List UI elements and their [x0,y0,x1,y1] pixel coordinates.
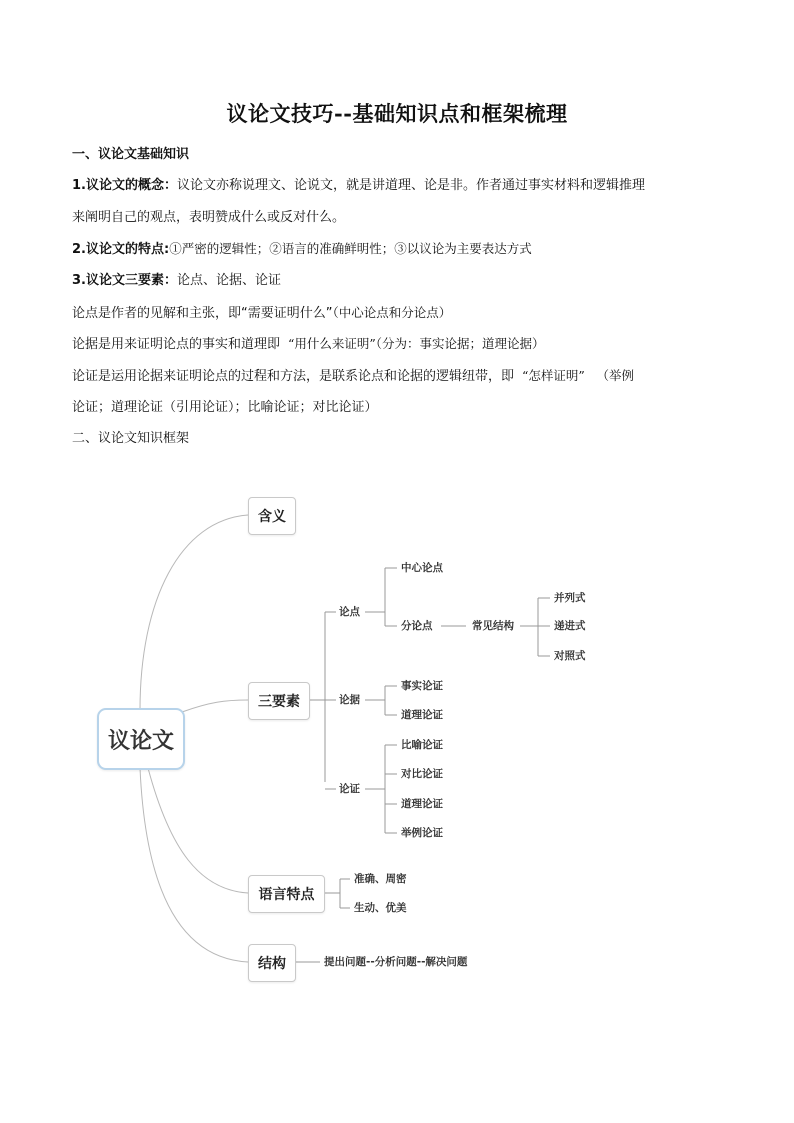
node-meaning: 含义 [248,497,296,535]
para-lunzheng-a: 论证是运用论据来证明论点的过程和方法，是联系论点和论据的逻辑纽带，即 [72,369,515,384]
para-lunzheng-c: （举例 [602,368,635,383]
item2-label: 2.议论文的特点: [72,242,170,257]
item1-text2: 来阐明自己的观点，表明赞成什么或反对什么。 [72,210,346,225]
item3-text: 论点、论据、论证 [176,273,281,288]
para-lunzheng-cont: 论证；道理论证（引用论证）；比喻论证；对比论证） [72,400,378,415]
para-lunju-b: “用什么来证明”（分为：事实论据；道理论据） [288,336,545,351]
node-structure-text: 提出问题--分析问题--解决问题 [324,956,468,968]
node-method-metaphor: 比喻论证 [401,739,443,751]
node-structure-contrast: 对照式 [554,650,586,662]
mindmap-root: 议论文 [97,708,185,770]
para-lunzheng-b: “怎样证明” [522,368,585,383]
para-lunju-a: 论据是用来证明论点的事实和道理即 [72,337,281,352]
node-language-vivid: 生动、优美 [354,902,407,914]
node-evidence-fact: 事实论证 [401,680,443,692]
edge-root-structure [140,768,248,962]
edge-root-three-elements [182,700,248,712]
item1-label: 1.议论文的概念： [72,178,177,193]
node-lundian: 论点 [339,606,360,618]
node-sub-point: 分论点 [401,620,433,632]
section1-heading: 一、议论文基础知识 [72,147,190,162]
para-lundian-a: 论点是作者的见解和主张，即“需要证明什么” [72,306,333,321]
section2-heading: 二、议论文知识框架 [72,431,190,446]
item2-text: ①严密的逻辑性；②语言的准确鲜明性；③以议论为主要表达方式 [169,241,532,256]
item3-label: 3.议论文三要素： [72,273,177,288]
node-structure-parallel: 并列式 [554,592,586,604]
node-lunju: 论据 [339,694,360,706]
node-common-structure: 常见结构 [472,620,514,632]
node-method-contrast: 对比论证 [401,768,443,780]
node-language-accurate: 准确、周密 [354,873,407,885]
node-lunzheng: 论证 [339,783,360,795]
edge-root-language [148,768,248,893]
node-language-features: 语言特点 [248,875,325,913]
para-lundian-b: （中心论点和分论点） [332,305,452,320]
page-title: 议论文技巧--基础知识点和框架梳理 [226,101,568,126]
item1-text1: 议论文亦称说理文、论说文，就是讲道理、论是非。作者通过事实材料和逻辑推理 [176,178,645,193]
node-evidence-reason: 道理论证 [401,709,443,721]
node-method-example: 举例论证 [401,827,443,839]
edge-root-meaning [140,515,248,710]
node-method-reason: 道理论证 [401,798,443,810]
node-structure-progressive: 递进式 [554,620,586,632]
node-three-elements: 三要素 [248,682,310,720]
node-structure: 结构 [248,944,296,982]
node-central-point: 中心论点 [401,562,443,574]
